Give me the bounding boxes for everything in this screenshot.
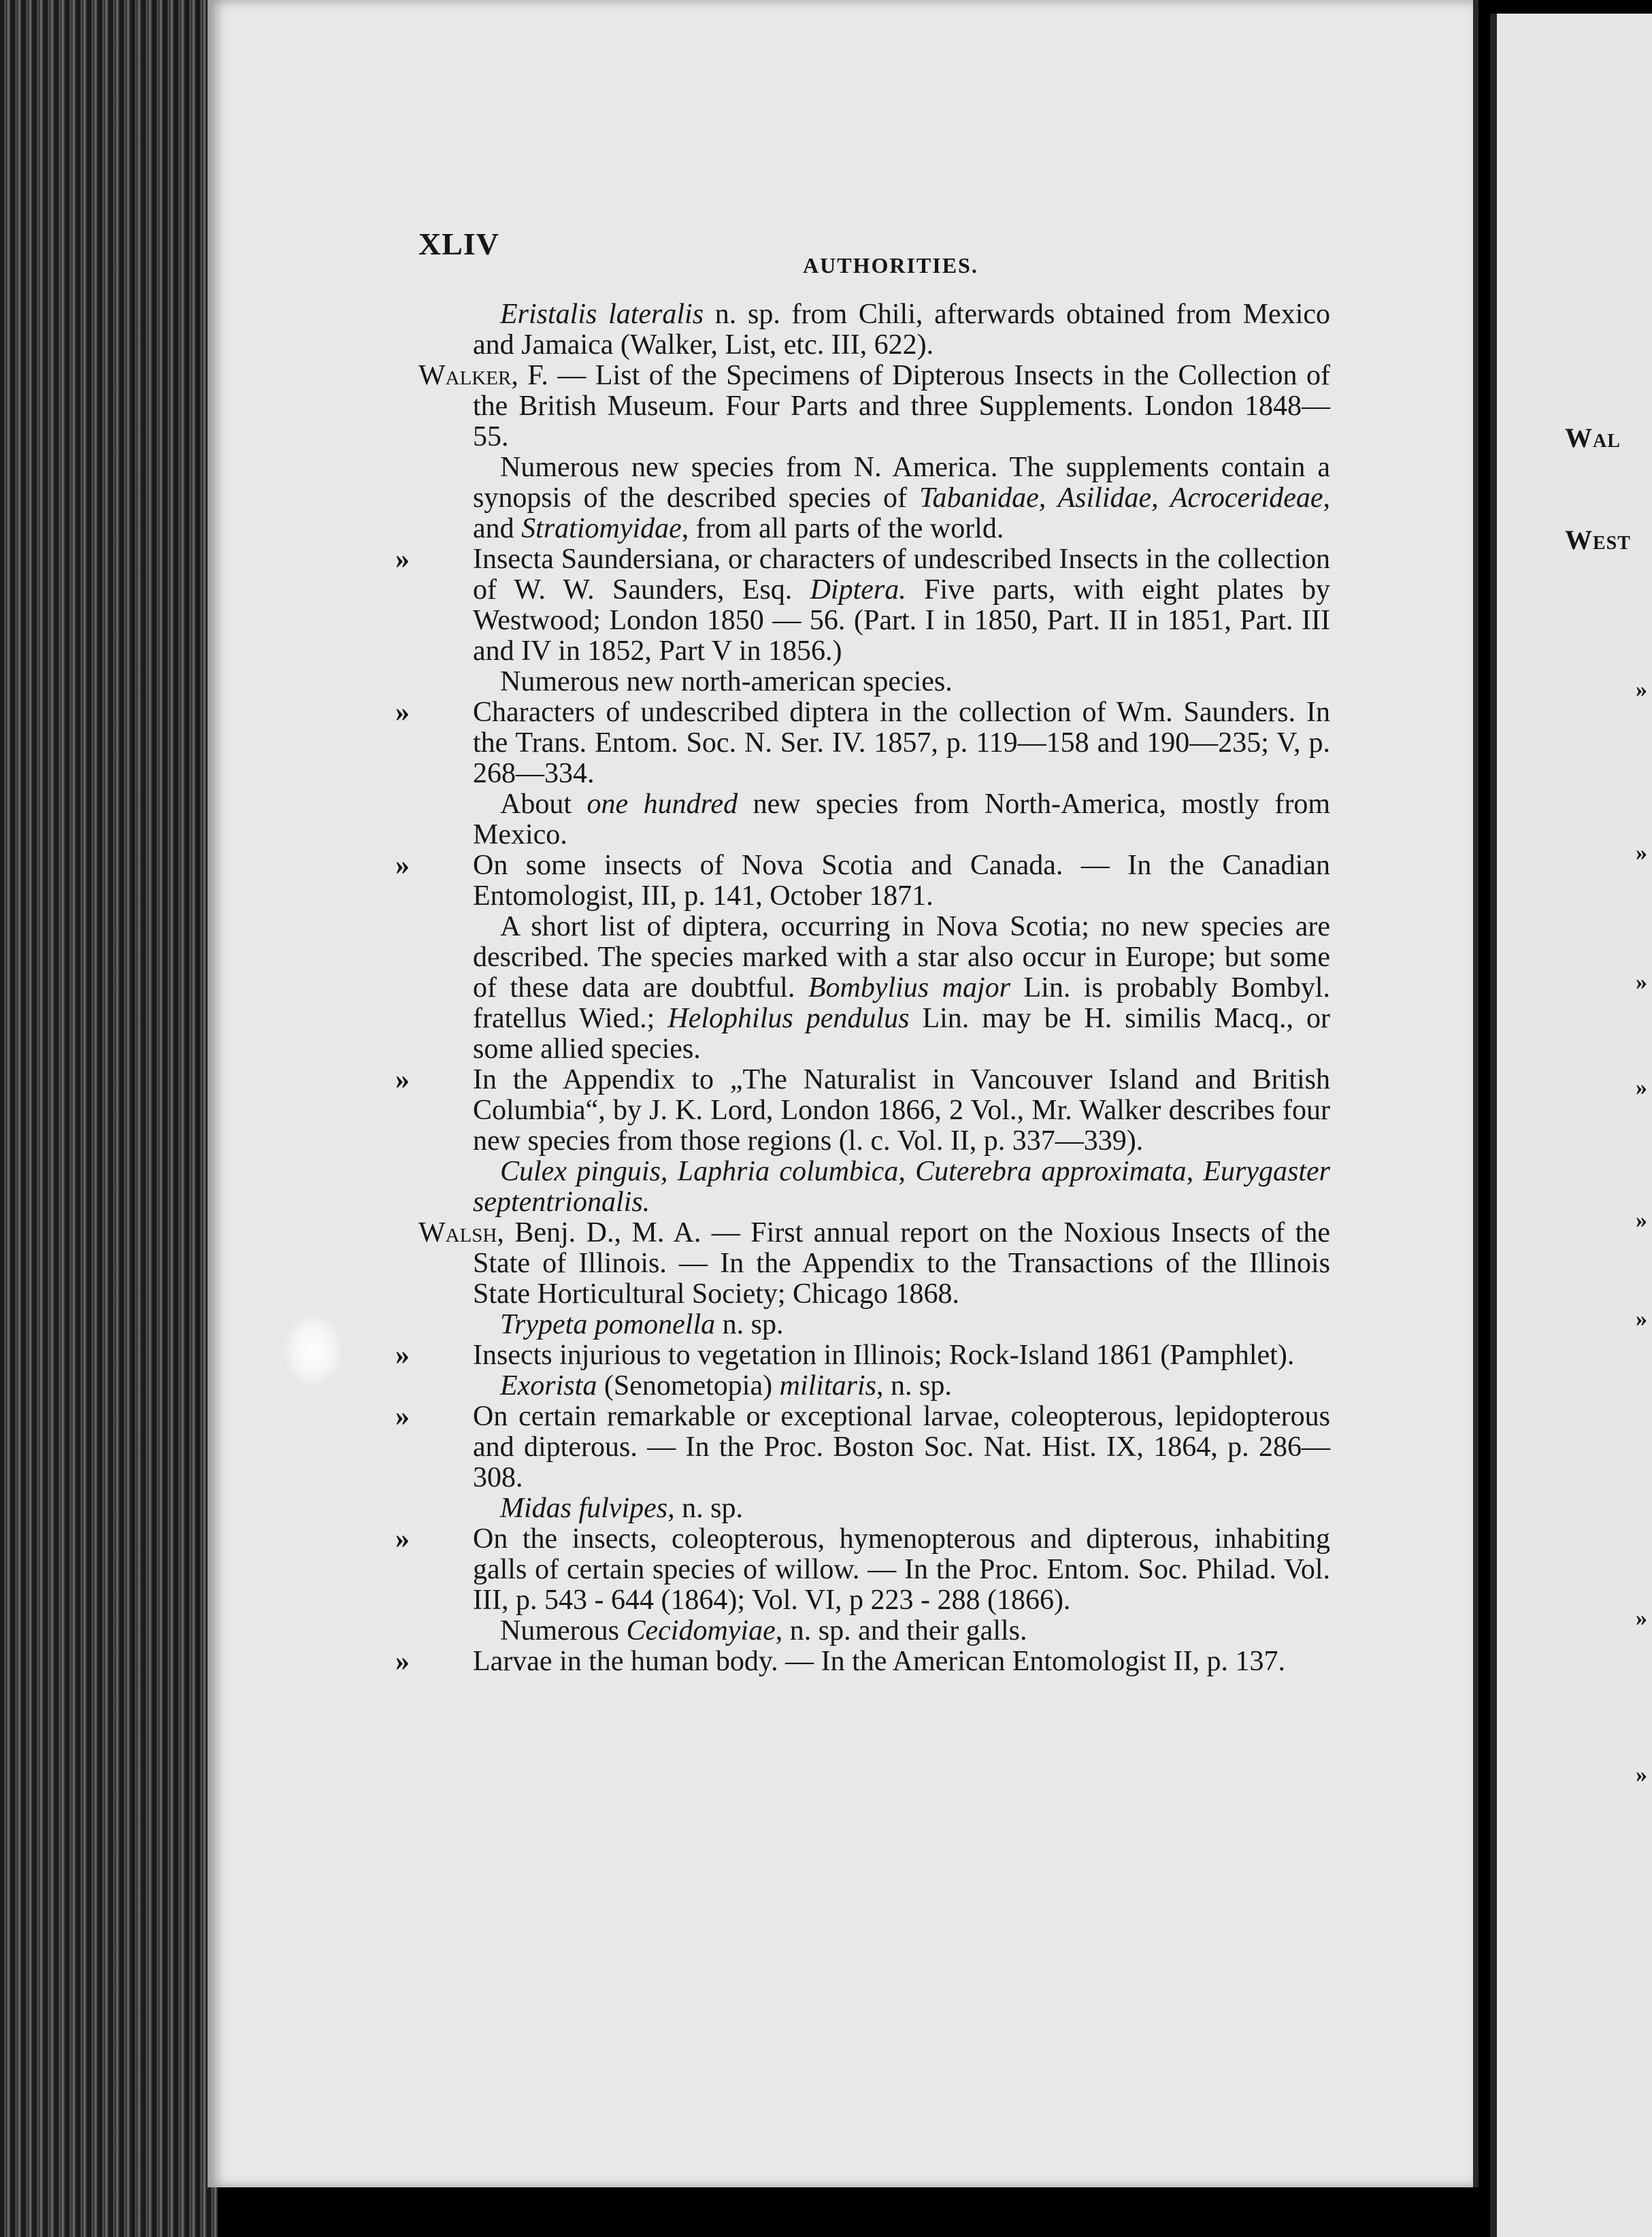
text-run: , F. — List of the Specimens of Dipterous Insects in the Collection of the British Museum. Four Parts and three Supplements. London 1848—55.	[473, 360, 1330, 452]
facing-page-fragment-1: Wal	[1565, 422, 1621, 453]
ditto-entry	[395, 1340, 1330, 1371]
author-entry	[418, 1218, 1330, 1310]
facing-page-fragment-2: West	[1565, 525, 1631, 555]
italic-text: Diptera.	[810, 574, 906, 606]
italic-text: Midas fulvipes	[500, 1493, 668, 1524]
italic-text: Tabanidae, Asilidae, Acrocerideae	[919, 482, 1323, 514]
text-run: , n. sp. and their galls.	[775, 1615, 1027, 1646]
facing-page-ditto-mark: »	[1636, 1306, 1647, 1331]
text-run: n. sp. from Chili, afterwards obtained from Mexico and Jamaica (Walker, List, etc. III, 622).	[473, 299, 1330, 361]
facing-page-ditto-mark: »	[1636, 1208, 1647, 1233]
entry-note	[418, 1493, 1330, 1524]
facing-page-ditto-mark: »	[1636, 1075, 1647, 1100]
page-header	[418, 225, 1330, 299]
facing-page-ditto-mark: »	[1636, 1762, 1647, 1787]
entry-note	[418, 452, 1330, 544]
facing-page-edge	[1490, 14, 1652, 2237]
facing-page-ditto-mark: »	[1636, 1606, 1647, 1631]
text-run: Five parts, with eight plates by Westwood; London 1850 — 56. (Part. I in 1850, Part. II in 1851, Part. III and IV in 1852, Part V in 1856.)	[473, 574, 1330, 667]
italic-text: militaris	[779, 1370, 876, 1402]
text-run: On the insects, coleopterous, hymenopterous and dipterous, inhabiting galls of certain species of willow. — In the Proc. Entom. Soc. Philad. Vol. III, p. 543 - 644 (1864); Vol. VI, p 223 - 288 (1866).	[473, 1523, 1330, 1616]
ditto-mark: »	[395, 1523, 410, 1555]
italic-text: Bombylius major	[808, 972, 1010, 1004]
italic-text: Trypeta pomonella	[500, 1309, 716, 1340]
text-run: , n. sp.	[667, 1493, 743, 1524]
text-run: About	[500, 789, 587, 820]
entry-note	[418, 1310, 1330, 1340]
entry-note	[418, 1157, 1330, 1218]
text-run: Insects injurious to vegetation in Illinois; Rock-Island 1861 (Pamphlet).	[473, 1340, 1295, 1371]
text-run: , from all parts of the world.	[681, 513, 1004, 544]
bibliography-list	[395, 299, 1330, 1677]
text-run: , and	[473, 482, 1330, 544]
ditto-mark: »	[395, 1064, 410, 1095]
text-run: Lin. is probably Bombyl. fratellus Wied.;	[473, 972, 1330, 1034]
text-run: , n. sp.	[876, 1370, 952, 1402]
text-run: Larvae in the human body. — In the American Entomologist II, p. 137.	[473, 1646, 1286, 1677]
book-spine	[0, 0, 218, 2237]
ditto-mark: »	[395, 850, 410, 881]
ditto-entry	[395, 1401, 1330, 1493]
text-run: Numerous	[500, 1615, 627, 1646]
text-run: Characters of undescribed diptera in the collection of Wm. Saunders. In the Trans. Entom. Soc. N. Ser. IV. 1857, p. 119—158 and 190—235; V, p. 268—334.	[473, 697, 1330, 789]
text-run: (Senometopia)	[597, 1370, 780, 1402]
facing-page-ditto-mark: »	[1636, 840, 1647, 865]
entry-note	[418, 1616, 1330, 1646]
text-run: A short list of diptera, occurring in Nova Scotia; no new species are described. The species marked with a star also occur in Europe; but some of these data are doubtful.	[473, 911, 1330, 1004]
ditto-entry	[395, 850, 1330, 912]
facing-page-ditto-mark: »	[1636, 677, 1647, 702]
ditto-mark: »	[395, 697, 410, 728]
page-content	[395, 225, 1330, 1677]
page-number: XLIV	[418, 227, 500, 261]
text-run: Insecta Saundersiana, or characters of undescribed Insects in the collection of W. W. Saunders, Esq.	[473, 544, 1330, 606]
text-run: new species from North-America, mostly from Mexico.	[473, 789, 1330, 850]
text-run: Numerous new species from N. America. The supplements contain a synopsis of the described species of	[473, 452, 1330, 514]
italic-text: Cecidomyiae	[626, 1615, 776, 1646]
text-run: Numerous new north-american species.	[500, 666, 953, 697]
italic-text: Culex pinguis, Laphria columbica, Cuterebra approximata, Eurygaster septentrionalis.	[473, 1156, 1330, 1218]
entry-note	[418, 299, 1330, 361]
author-name: Walker	[418, 360, 512, 391]
italic-text: Helophilus pendulus	[667, 1003, 910, 1034]
ditto-mark: »	[395, 1340, 410, 1371]
text-run: On some insects of Nova Scotia and Canada. — In the Canadian Entomologist, III, p. 141, October 1871.	[473, 850, 1330, 912]
facing-page-ditto-mark: »	[1636, 970, 1647, 995]
running-title: AUTHORITIES.	[803, 253, 978, 278]
entry-note	[418, 912, 1330, 1065]
text-run: On certain remarkable or exceptional larvae, coleopterous, lepidopterous and dipterous. — In the Proc. Boston Soc. Nat. Hist. IX, 1864, p. 286—308.	[473, 1401, 1330, 1493]
italic-text: one hundred	[587, 789, 738, 820]
ditto-entry	[395, 697, 1330, 789]
ditto-entry	[395, 1523, 1330, 1616]
author-name: Walsh	[418, 1217, 497, 1248]
italic-text: Stratiomyidae	[521, 513, 682, 544]
ditto-entry	[395, 1646, 1330, 1677]
ditto-entry	[395, 1064, 1330, 1157]
text-run: , Benj. D., M. A. — First annual report on the Noxious Insects of the State of Illinois. — In the Appendix to the Transactions of the Illinois State Horticultural Society; Chicago 1868.	[473, 1217, 1330, 1310]
entry-note	[418, 789, 1330, 850]
text-run: n. sp.	[715, 1309, 784, 1340]
entry-note	[418, 1371, 1330, 1402]
paper-damage-spot	[282, 1313, 344, 1388]
italic-text: Exorista	[500, 1370, 597, 1402]
italic-text: Eristalis lateralis	[500, 299, 704, 330]
ditto-mark: »	[395, 1646, 410, 1677]
author-entry	[418, 361, 1330, 452]
entry-note	[418, 667, 1330, 697]
ditto-mark: »	[395, 544, 410, 575]
text-run: Lin. may be H. similis Macq., or some allied species.	[473, 1003, 1330, 1065]
text-run: In the Appendix to „The Naturalist in Vancouver Island and British Columbia“, by J. K. Lord, London 1866, 2 Vol., Mr. Walker describes four new species from those regions (l. c. Vol. II, p. 337—339).	[473, 1064, 1330, 1157]
ditto-mark: »	[395, 1401, 410, 1432]
ditto-entry	[395, 544, 1330, 667]
